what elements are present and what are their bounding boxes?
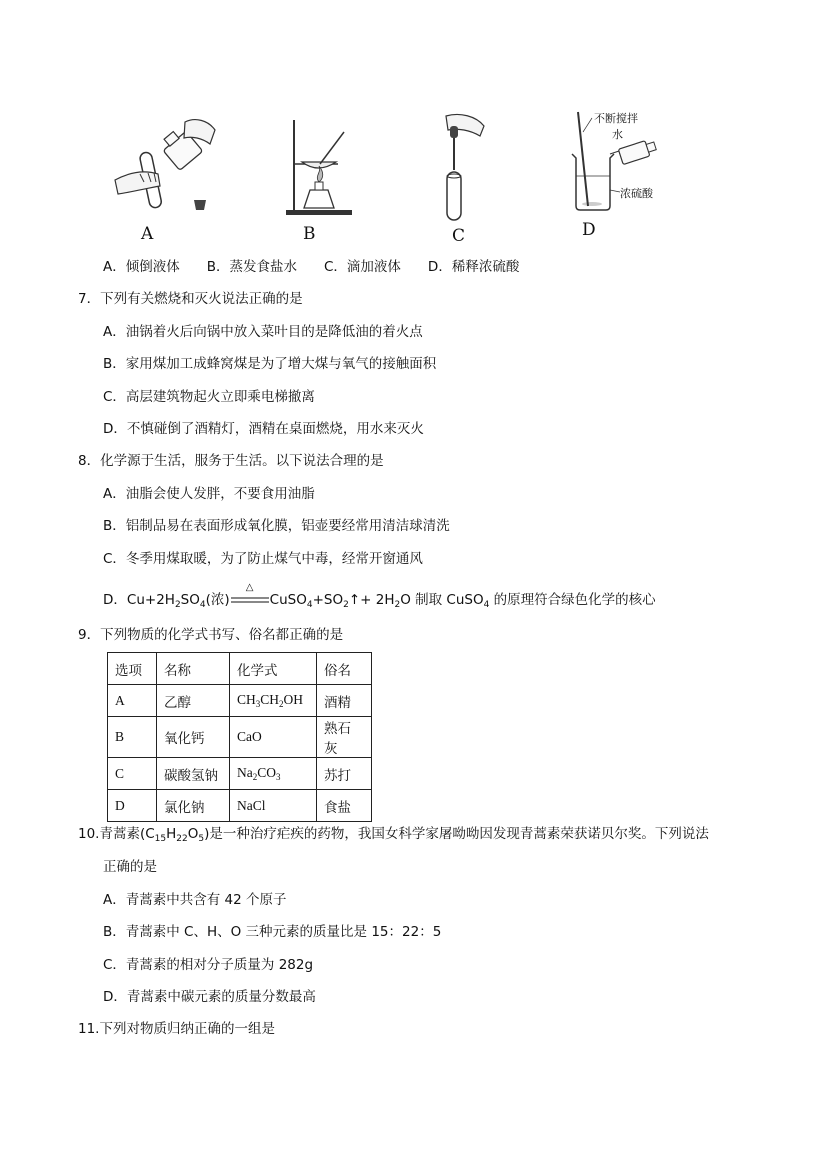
- table-cell: 酒精: [317, 685, 372, 717]
- table-cell-formula: NaCl: [230, 790, 317, 822]
- q10-option-c: C．青蒿素的相对分子质量为 282g: [103, 957, 314, 973]
- table-header-row: [108, 653, 372, 685]
- q7-option-d: D．不慎碰倒了酒精灯，酒精在桌面燃烧，用水来灭火: [103, 421, 424, 437]
- q8-stem: 8．化学源于生活，服务于生活。以下说法合理的是: [78, 453, 384, 469]
- table-cell-formula: $CH_3CH_2OH$: [230, 685, 317, 717]
- table-cell: 氧化钙: [157, 717, 230, 758]
- q9-stem: 9．下列物质的化学式书写、俗名都正确的是: [78, 627, 344, 643]
- table-row: [108, 790, 372, 822]
- table-cell: 碳酸氢钠: [157, 758, 230, 790]
- q8-option-c: C．冬季用煤取暖，为了防止煤气中毒，经常开窗通风: [103, 551, 423, 567]
- table-cell: D: [108, 790, 157, 822]
- q7-stem: 7．下列有关燃烧和灭火说法正确的是: [78, 291, 303, 307]
- fig-d-label-acid: 浓硫酸: [620, 187, 653, 200]
- q10-stem-cont: 正确的是: [103, 859, 157, 875]
- q10-option-b: B．青蒿素中 C、H、O 三种元素的质量比是 15：22：5: [103, 924, 442, 940]
- fig-label-b: B: [303, 224, 316, 244]
- table-row: [108, 717, 372, 758]
- q10-option-a: A．青蒿素中共含有 42 个原子: [103, 892, 287, 908]
- q8-option-d: D．$Cu+2H_2SO_4$(浓) △ $CuSO_4+SO_2↑+ 2H_2O$ 制取 CuSO$_4$ 的原理符合绿色化学的核心: [103, 591, 656, 614]
- table-cell: 食盐: [317, 790, 372, 822]
- figure-a-pouring-liquid: [110, 112, 225, 217]
- table-header: 选项: [108, 653, 157, 685]
- table-cell: C: [108, 758, 157, 790]
- table-cell: 熟石灰: [317, 717, 372, 758]
- figure-c-dropping-liquid: [430, 112, 490, 224]
- q7-option-a: A．油锅着火后向锅中放入菜叶目的是降低油的着火点: [103, 324, 423, 340]
- q8-option-a: A．油脂会使人发胖，不要食用油脂: [103, 486, 315, 502]
- table-cell: 乙醇: [157, 685, 230, 717]
- q6-options: A．倾倒液体 B．蒸发食盐水 C．滴加液体 D．稀释浓硫酸: [103, 259, 520, 275]
- table-row: [108, 685, 372, 717]
- heat-symbol: △: [245, 582, 254, 593]
- q7-option-b: B．家用煤加工成蜂窝煤是为了增大煤与氧气的接触面积: [103, 356, 437, 372]
- table-cell: 氯化钠: [157, 790, 230, 822]
- figure-b-evaporation: [282, 112, 357, 217]
- q10-stem: 10.青蒿素$(C_{15}H_{22}O_5)$是一种治疗疟疾的药物，我国女科学家屠呦呦因发现青蒿素荣获诺贝尔奖。下列说法: [78, 826, 709, 844]
- q8-option-b: B．铝制品易在表面形成氧化膜，铝壶要经常用清洁球清洗: [103, 518, 450, 534]
- q11-stem: 11.下列对物质归纳正确的一组是: [78, 1021, 275, 1037]
- table-header: 名称: [157, 653, 230, 685]
- table-cell-formula: $Na_2CO_3$: [230, 758, 317, 790]
- fig-d-label-stir: 不断搅拌: [594, 112, 638, 125]
- table-header: 化学式: [230, 653, 317, 685]
- fig-d-label-water: 水: [612, 128, 623, 141]
- fig-label-a: A: [141, 224, 154, 244]
- q9-table: [107, 652, 372, 822]
- q10-option-d: D．青蒿素中碳元素的质量分数最高: [103, 989, 316, 1005]
- table-cell-formula: CaO: [230, 717, 317, 758]
- q7-option-c: C．高层建筑物起火立即乘电梯撤离: [103, 389, 315, 405]
- table-row: [108, 758, 372, 790]
- table-cell: B: [108, 717, 157, 758]
- fig-label-c: C: [452, 226, 466, 246]
- table-cell: A: [108, 685, 157, 717]
- fig-label-d: D: [582, 220, 596, 240]
- table-cell: 苏打: [317, 758, 372, 790]
- table-header: 俗名: [317, 653, 372, 685]
